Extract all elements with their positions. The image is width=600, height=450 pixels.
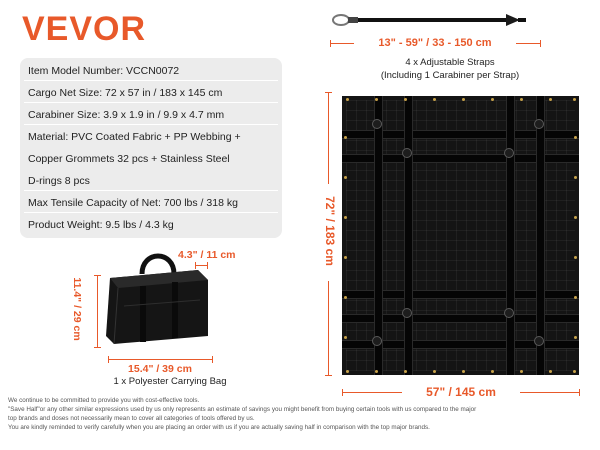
footer-line-3: top brands and doses not necessarily mean to cover all categories of tools offered by us. (8, 415, 255, 422)
strap-image (330, 8, 530, 32)
cargo-net-image (342, 96, 579, 375)
strap-caption-2: (Including 1 Carabiner per Strap) (380, 70, 520, 81)
brand-logo: VEVOR (22, 10, 147, 48)
spec-weight: Product Weight: 9.5 lbs / 4.3 kg (28, 219, 174, 231)
spec-material-3: D-rings 8 pcs (28, 175, 90, 187)
footer-line-4: You are kindly reminded to verify carefully when you are placing an order with us if you are actually saving half in comparison with the top major brands. (8, 424, 430, 431)
footer-line-1: We continue to be committed to provide you with cost-effective tools. (8, 397, 200, 404)
bag-depth-label: 4.3" / 11 cm (178, 249, 236, 261)
spec-material-2: Copper Grommets 32 pcs + Stainless Steel (28, 153, 230, 165)
spec-size: Cargo Net Size: 72 x 57 in / 183 x 145 cm (28, 87, 223, 99)
net-width-label: 57" / 145 cm (426, 385, 496, 399)
net-height-label: 72" / 183 cm (323, 196, 337, 266)
strap-caption-1: 4 x Adjustable Straps (405, 57, 495, 68)
bag-caption: 1 x Polyester Carrying Bag (113, 376, 227, 387)
spec-capacity: Max Tensile Capacity of Net: 700 lbs / 318 kg (28, 197, 238, 209)
spec-material-1: Material: PVC Coated Fabric + PP Webbing + (28, 131, 241, 143)
bag-width-label: 15.4" / 39 cm (128, 363, 192, 375)
spec-carabiner: Carabiner Size: 3.9 x 1.9 in / 9.9 x 4.7 mm (28, 109, 225, 121)
spec-model: Item Model Number: VCCN0072 (28, 65, 180, 77)
footer-line-2: "Save Half"or any other similar expressions used by us only represents an estimate of savings you might benefit from buying certain tools with us compared to the major (8, 406, 477, 413)
spec-panel (20, 58, 282, 238)
strap-length-label: 13" - 59" / 33 - 150 cm (378, 37, 492, 49)
bag-height-label: 11.4" / 29 cm (71, 277, 83, 341)
